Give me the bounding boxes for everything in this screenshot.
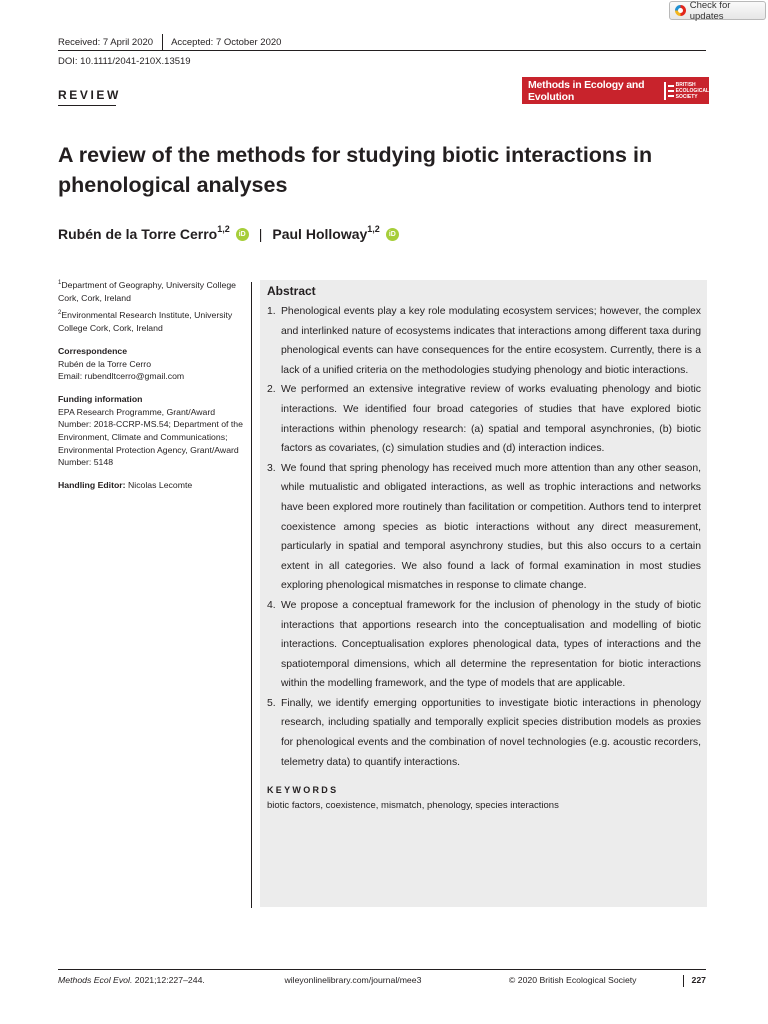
article-info-column: [58, 279, 243, 492]
author-list: [58, 226, 399, 242]
author-name[interactable]: Paul Holloway: [272, 226, 368, 242]
handling-editor: [58, 479, 243, 492]
column-divider: [251, 282, 252, 908]
page-number: 227: [691, 975, 706, 985]
abstract-heading: Abstract: [267, 284, 316, 298]
accepted-date: Accepted: 7 October 2020: [171, 37, 282, 48]
correspondence-email[interactable]: Email: rubendltcerro@gmail.com: [58, 371, 185, 382]
abstract-list: [267, 302, 701, 772]
doi[interactable]: DOI: 10.1111/2041-210X.13519: [58, 56, 191, 67]
journal-name: Methods in Ecology and Evolution: [528, 78, 645, 103]
keywords-list: biotic factors, coexistence, mismatch, phenology, species interactions: [267, 800, 559, 812]
check-for-updates-label: Check for updates: [689, 0, 731, 22]
orcid-icon[interactable]: iD: [386, 228, 399, 241]
abstract-item: 2. We performed an extensive integrative review of works evaluating phenology and biotic interactions. We identified four broad categories of studies that have explored biotic interactions within phenology research: (a) spatial and temporal asynchronies, (b) biotic factors as covariates, (c) simulation studies and (d) interaction indices.: [267, 384, 701, 455]
footer-url[interactable]: wileyonlinelibrary.com/journal/mee3: [284, 975, 422, 985]
abstract-item: 4. We propose a conceptual framework for the inclusion of phenology in the study of biotic interactions that apportions research into the conceptualisation and modelling of biotic interactions. Conceptualisation explores phenological data, types of interactions and the spatiotemporal dimensions, which all determine the representation for biotic interactions within the modelling framework, and the type of models that are applicable.: [267, 599, 701, 690]
orcid-icon[interactable]: iD: [236, 228, 249, 241]
keywords-heading: KEYWORDS: [267, 785, 339, 796]
abstract-item: 3. We found that spring phenology has received much more attention than any other season, while mutualistic and obligated interactions, as well as trophic interactions and networks have been explored more routinely than facilitation or competition. Authors tend to interpret coexistence among species as biotic interactions without any direct measurement, particularly in spatial and temporal asynchrony studies, but this also occurs to a certain extent in all categories. We also found a lack of formal examination in most studies exploring phenological mismatches in response to climate change.: [267, 462, 701, 592]
section-rule: [58, 105, 116, 106]
footer-citation: Methods Ecol Evol. 2021;12:227–244.: [58, 975, 205, 985]
funding-label: Funding information: [58, 393, 143, 404]
author-affiliation: 1,2: [217, 224, 230, 234]
footer-rule: [58, 969, 706, 970]
funding-text: EPA Research Programme, Grant/Award Number: 2018-CCRP-MS.54; Department of the Environment, Climate and Communications; Environmental Protection Agency, Grant/Award Number: 5148: [58, 406, 243, 468]
society-name: BRITISH ECOLOGICAL SOCIETY: [675, 81, 709, 100]
received-date: Received: 7 April 2020: [58, 37, 154, 48]
editor-name: Nicolas Lecomte: [127, 480, 193, 491]
article-dates: [58, 37, 281, 50]
abstract-panel: [260, 280, 707, 907]
article-title: A review of the methods for studying biotic interactions in phenological analyses: [58, 143, 653, 197]
check-for-updates-button[interactable]: [669, 1, 766, 20]
author-affiliation: 1,2: [367, 224, 380, 234]
correspondence-block: [58, 345, 243, 383]
correspondence-name: Rubén de la Torre Cerro: [58, 358, 152, 369]
affiliation-2: $^2$Environmental Research Institute, University College Cork, Cork, Ireland: [58, 310, 233, 334]
page-footer: [58, 975, 706, 987]
footer-copyright: © 2020 British Ecological Society: [508, 975, 637, 985]
author-name[interactable]: Rubén de la Torre Cerro: [58, 226, 218, 242]
author-separator: |: [258, 226, 263, 242]
funding-block: [58, 393, 243, 469]
bes-logo-icon: [664, 82, 674, 100]
date-separator: [162, 34, 163, 50]
abstract-item: 5. Finally, we identify emerging opportunities to investigate biotic interactions in phenology research, including spatially and temporally explicit species distribution models as proxies for phenological events and the combination of novel technologies (e.g. acoustic recorders, telemetry data) to quantify interactions.: [267, 697, 701, 768]
section-label: REVIEW: [58, 88, 121, 102]
correspondence-label: Correspondence: [58, 345, 128, 356]
crossmark-icon: [675, 5, 686, 16]
header-rule: [58, 50, 706, 51]
editor-label: Handling Editor:: [58, 480, 126, 491]
affiliation-1: $^1$Department of Geography, University College Cork, Cork, Ireland: [58, 280, 236, 303]
footer-separator: [683, 975, 684, 987]
abstract-item: 1. Phenological events play a key role modulating ecosystem services; however, the complex and interlinked nature of ecosystems indicates that interactions among different taxa during phenological events can have consequences for the entire ecosystem. Currently, there is a lack of a unified criteria on the methodologies studying phenology and biotic interactions.: [267, 306, 701, 376]
journal-logo[interactable]: [522, 77, 709, 104]
